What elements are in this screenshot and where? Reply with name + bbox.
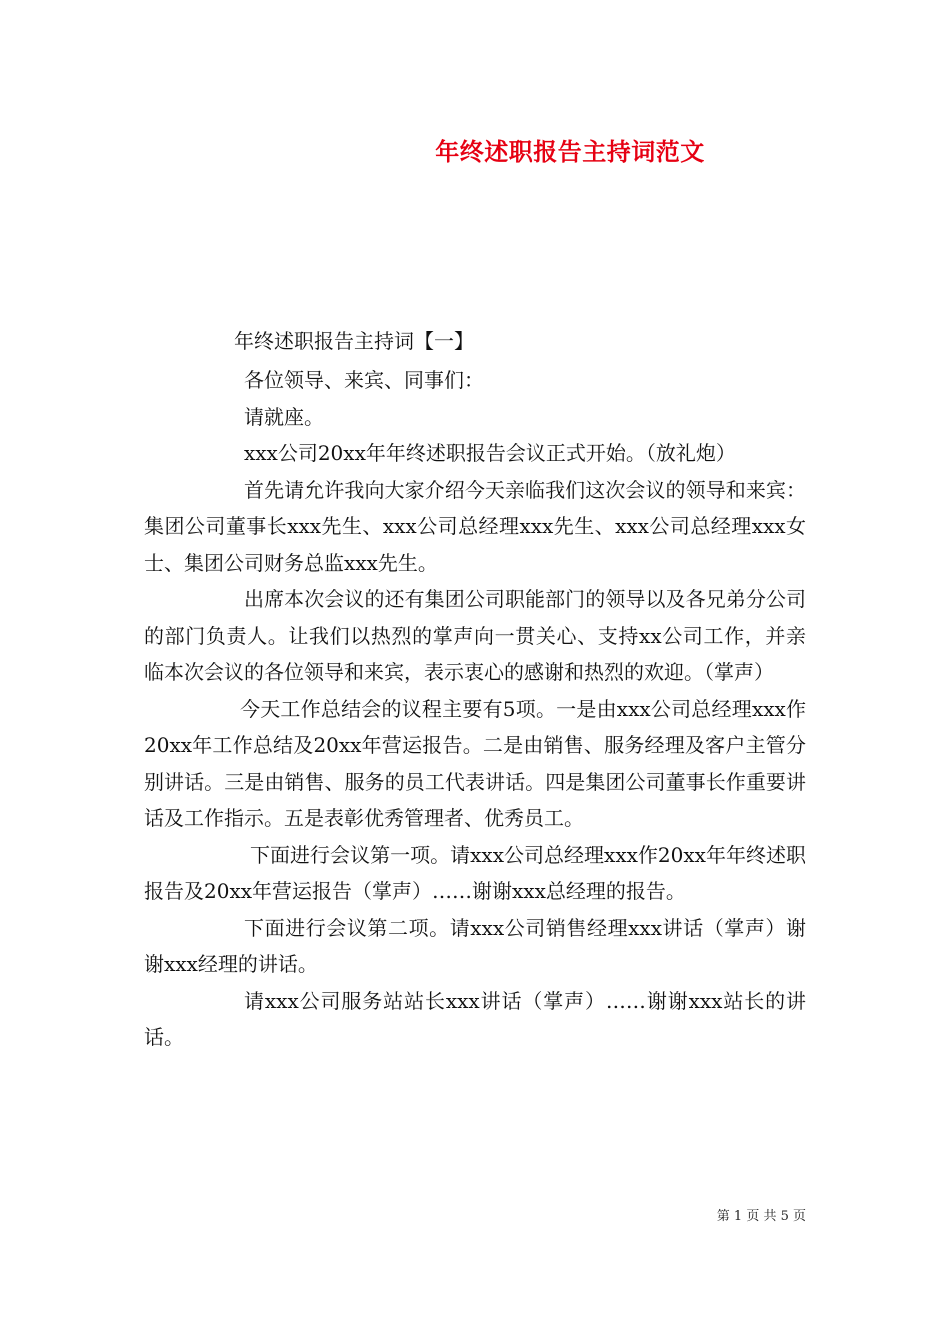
page-number-footer: 第 1 页 共 5 页 [716,1209,806,1224]
document-body [144,362,806,1056]
paragraph-greeting: 各位领导、来宾、同事们： [244,368,484,392]
paragraph-item-one: 下面进行会议第一项。请xxx公司总经理xxx作20xx年年终述职报告及20xx年营运报告（掌声）……谢谢xxx总经理的报告。 [144,842,806,903]
paragraph-please-sit: 请就座。 [244,404,324,429]
section-heading: 年终述职报告主持词【一】 [234,329,474,353]
paragraph-station-manager: 请xxx公司服务站站长xxx讲话（掌声）……谢谢xxx站长的讲话。 [144,988,806,1049]
paragraph-agenda: 今天工作总结会的议程主要有5项。一是由xxx公司总经理xxx作20xx年工作总结及20xx年营运报告。二是由销售、服务经理及客户主管分别讲话。三是由销售、服务的员工代表讲话。四是集团公司董事长作重要讲话及工作指示。五是表彰优秀管理者、优秀员工。 [144,696,806,830]
paragraph-attendees: 出席本次会议的还有集团公司职能部门的领导以及各兄弟分公司的部门负责人。让我们以热烈的掌声向一贯关心、支持xx公司工作，并亲临本次会议的各位领导和来宾，表示衷心的感谢和热烈的欢迎。（掌声） [144,587,806,684]
document-title: 年终述职报告主持词范文 [435,137,705,166]
paragraph-item-two: 下面进行会议第二项。请xxx公司销售经理xxx讲话（掌声）谢谢xxx经理的讲话。 [144,915,806,976]
paragraph-introductions: 首先请允许我向大家介绍今天亲临我们这次会议的领导和来宾：集团公司董事长xxx先生、xxx公司总经理xxx先生、xxx公司总经理xxx女士、集团公司财务总监xxx先生。 [144,477,806,575]
paragraph-meeting-start: xxx公司20xx年年终述职报告会议正式开始。（放礼炮） [244,441,736,465]
